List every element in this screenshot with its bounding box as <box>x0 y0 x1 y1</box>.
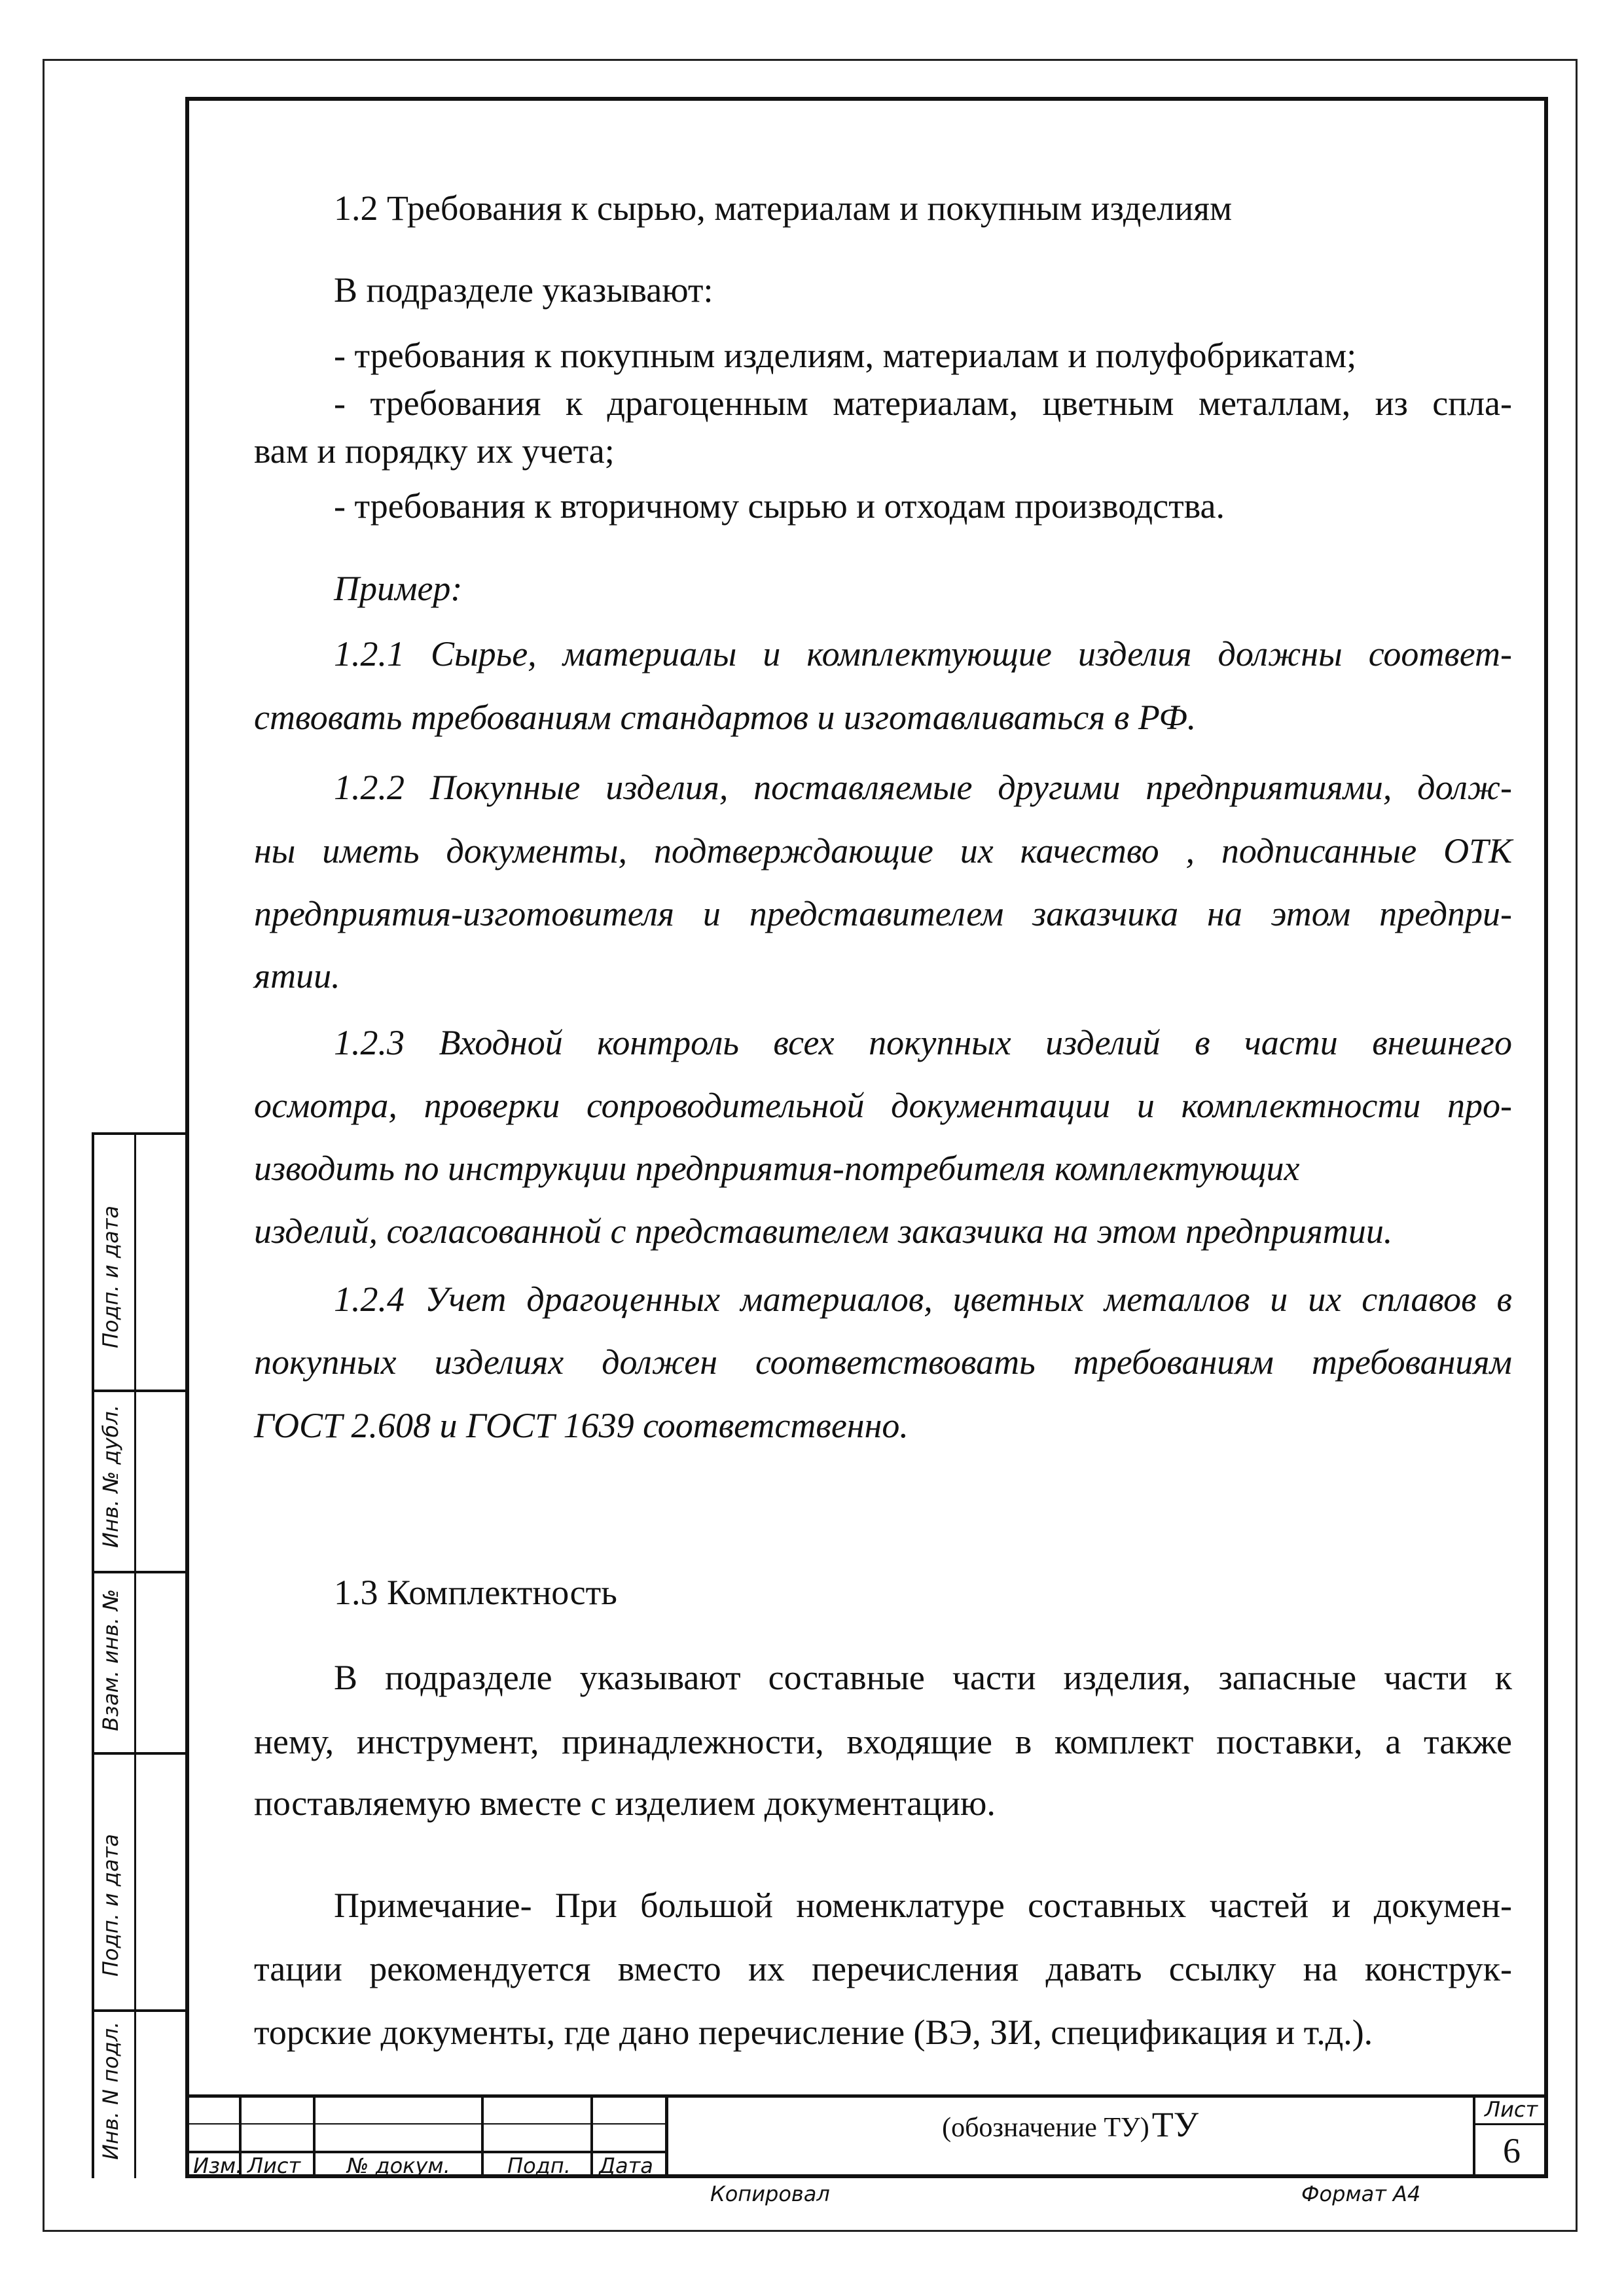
document-designation <box>668 2104 1473 2145</box>
col-label-doc: № докум. <box>347 2153 450 2178</box>
footer-copied: Копировал <box>710 2181 830 2206</box>
example-3-line1: 1.2.3 Входной контроль всех покупных изделий в части внешнего <box>334 1023 1512 1062</box>
completeness-line1: В подразделе указывают составные части изделия, запасные части к <box>334 1658 1512 1697</box>
heading-1-2: 1.2 Требования к сырью, материалам и покупным изделиям <box>334 188 1233 228</box>
side-stamp-row-line <box>92 1571 187 1573</box>
col-label-list: Лист <box>247 2153 301 2178</box>
example-2-line1: 1.2.2 Покупные изделия, поставляемые другими предприятиями, долж- <box>334 768 1512 807</box>
example-1-line2: ствовать требованиям стандартов и изготавливаться в РФ. <box>254 698 1197 737</box>
side-label-podp-data-2: Подп. и дата <box>98 1834 123 1977</box>
side-stamp-row-line <box>92 1390 187 1392</box>
note-line1: Примечание- При большой номенклатуре составных частей и докумен- <box>334 1886 1512 1925</box>
col-label-izm: Изм. <box>193 2153 243 2178</box>
side-label-podp-data-1: Подп. и дата <box>98 1206 123 1348</box>
example-4-line1: 1.2.4 Учет драгоценных материалов, цветных металлов и их сплавов в <box>334 1280 1512 1319</box>
example-2-line4: ятии. <box>254 956 340 996</box>
side-stamp-left-border <box>92 1132 94 2178</box>
side-stamp-row-line <box>92 1132 187 1135</box>
side-label-inv-dubl: Инв. № дубл. <box>98 1405 123 1548</box>
heading-1-3: 1.3 Комплектность <box>334 1573 617 1612</box>
col-label-data: Дата <box>599 2153 653 2178</box>
footer-format: Формат А4 <box>1301 2181 1421 2206</box>
requirement-1: - требования к покупным изделиям, материалам и полуфобрикатам; <box>334 336 1357 375</box>
title-block-col-line <box>590 2094 593 2178</box>
side-label-vzam-inv: Взам. инв. № <box>98 1588 123 1731</box>
title-block-col-line <box>481 2094 484 2178</box>
example-1-line1: 1.2.1 Сырье, материалы и комплектующие изделия должны соответ- <box>334 634 1512 673</box>
designation-suffix: ТУ <box>1151 2105 1199 2144</box>
example-4-line2: покупных изделиях должен соответствовать требованиям требованиям <box>254 1342 1512 1382</box>
example-label: Пример: <box>334 569 463 608</box>
intro-text: В подразделе указывают: <box>334 270 713 310</box>
requirement-2-line2: вам и порядку их учета; <box>254 431 615 471</box>
col-label-podp: Подп. <box>507 2153 571 2178</box>
requirement-3: - требования к вторичному сырью и отходам производства. <box>334 486 1225 526</box>
side-stamp-row-line <box>92 2009 187 2012</box>
side-stamp-divider <box>134 1132 136 2178</box>
title-block-col-line <box>313 2094 316 2178</box>
sheet-label: Лист <box>1485 2097 1538 2122</box>
completeness-line2: нему, инструмент, принадлежности, входящие в комплект поставки, а также <box>254 1722 1512 1761</box>
title-block-row-line <box>185 2123 668 2125</box>
example-4-line3: ГОСТ 2.608 и ГОСТ 1639 соответственно. <box>254 1406 909 1445</box>
requirement-2-line1: - требования к драгоценным материалам, цветным металлам, из спла- <box>334 384 1512 423</box>
note-line3: торские документы, где дано перечисление (ВЭ, ЗИ, спецификация и т.д.). <box>254 2013 1373 2052</box>
title-block-top-line <box>185 2094 1548 2098</box>
completeness-line3: поставляемую вместе с изделием документацию. <box>254 1784 996 1823</box>
note-line2: тации рекомендуется вместо их перечисления давать ссылку на конструк- <box>254 1949 1512 1988</box>
side-label-inv-podl: Инв. N подл. <box>98 2021 123 2160</box>
example-3-line2: осмотра, проверки сопроводительной документации и комплектности про- <box>254 1086 1512 1125</box>
example-3-line4: изделий, согласованной с представителем заказчика на этом предприятии. <box>254 1211 1393 1251</box>
sheet-number: 6 <box>1503 2131 1521 2170</box>
example-3-line3: изводить по инструкции предприятия-потребителя комплектующих <box>254 1149 1300 1188</box>
example-2-line3: предприятия-изготовителя и представителем заказчика на этом предпри- <box>254 894 1512 933</box>
designation-prefix: (обозначение ТУ) <box>942 2113 1149 2143</box>
example-2-line2: ны иметь документы, подтверждающие их качество , подписанные ОТК <box>254 831 1512 870</box>
side-stamp-row-line <box>92 1752 187 1755</box>
sheet-number-cell-divider <box>1473 2123 1548 2125</box>
